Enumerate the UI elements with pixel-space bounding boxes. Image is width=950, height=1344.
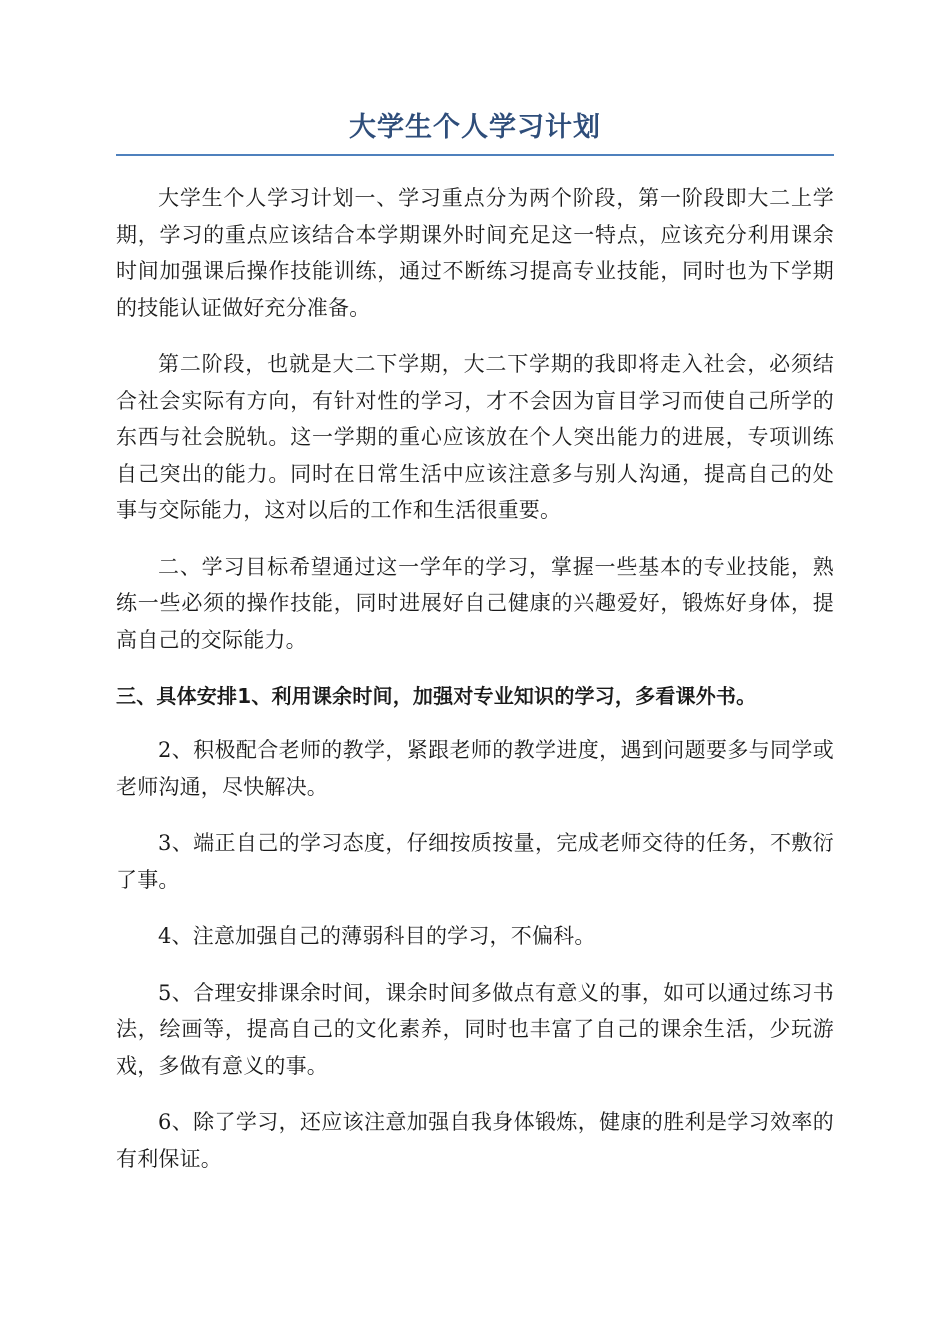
paragraph-study-focus: 大学生个人学习计划一、学习重点分为两个阶段，第一阶段即大二上学期，学习的重点应该结合本学期课外时间充足这一特点，应该充分利用课余时间加强课后操作技能训练，通过不断练习提高专业技能，同时也为下学期的技能认证做好充分准备。 <box>116 186 834 320</box>
list-item-6: 6、除了学习，还应该注意加强自我身体锻炼，健康的胜利是学习效率的有利保证。 <box>116 1110 834 1171</box>
list-item-4: 4、注意加强自己的薄弱科目的学习，不偏科。 <box>158 924 596 948</box>
paragraph-study-goals: 二、学习目标希望通过这一学年的学习，掌握一些基本的专业技能，熟练一些必须的操作技能，同时进展好自己健康的兴趣爱好，锻炼好身体，提高自己的交际能力。 <box>116 554 834 652</box>
section-heading-arrangement: 三、具体安排1、利用课余时间，加强对专业知识的学习，多看课外书。 <box>116 684 757 708</box>
list-item-3: 3、端正自己的学习态度，仔细按质按量，完成老师交待的任务，不敷衍了事。 <box>116 831 834 892</box>
list-item-5: 5、合理安排课余时间，课余时间多做点有意义的事，如可以通过练习书法，绘画等，提高自己的文化素养，同时也丰富了自己的课余生活，少玩游戏，多做有意义的事。 <box>116 980 834 1078</box>
paragraph-second-stage: 第二阶段，也就是大二下学期，大二下学期的我即将走入社会，必须结合社会实际有方向，有针对性的学习，才不会因为盲目学习而使自己所学的东西与社会脱轨。这一学期的重心应该放在个人突出能力的进展，专项训练自己突出的能力。同时在日常生活中应该注意多与别人沟通，提高自己的处事与交际能力，这对以后的工作和生活很重要。 <box>116 352 834 522</box>
list-item-2: 2、积极配合老师的教学，紧跟老师的教学进度，遇到问题要多与同学或老师沟通，尽快解决。 <box>116 738 834 799</box>
document-page <box>116 108 834 1177</box>
document-title: 大学生个人学习计划 <box>116 108 834 156</box>
